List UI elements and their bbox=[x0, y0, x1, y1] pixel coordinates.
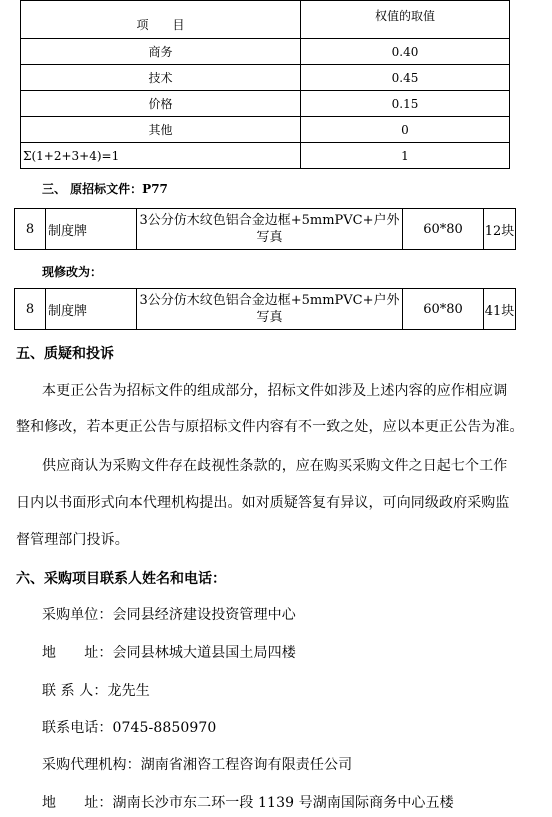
table-row bbox=[21, 65, 510, 91]
para2-line3: 督管理部门投诉。 bbox=[16, 532, 129, 548]
contact-agency-address: 地 址：湖南长沙市东二环一段 1139 号湖南国际商务中心五楼 bbox=[42, 795, 454, 811]
para2-line2: 日内以书面形式向本代理机构提出。如对质疑答复有异议，可向同级政府采购监 bbox=[16, 495, 510, 511]
contact-address: 地 址：会同县林城大道县国土局四楼 bbox=[42, 645, 296, 661]
contact-unit: 采购单位：会同县经济建设投资管理中心 bbox=[42, 607, 296, 623]
row-value: 0 bbox=[301, 117, 510, 143]
contact-phone: 联系电话：0745-8850970 bbox=[42, 720, 217, 736]
original-item-table bbox=[14, 208, 516, 250]
table-row bbox=[21, 91, 510, 117]
item-spec bbox=[137, 209, 403, 250]
para2-line1: 供应商认为采购文件存在歧视性条款的，应在购买采购文件之日起七个工作 bbox=[42, 458, 508, 474]
item-qty: 41块 bbox=[484, 289, 516, 330]
spec-line2: 写真 bbox=[256, 230, 283, 245]
weights-header-row bbox=[21, 1, 510, 39]
table-row bbox=[21, 39, 510, 65]
contact-agency: 采购代理机构：湖南省湘咨工程咨询有限责任公司 bbox=[42, 757, 353, 773]
item-name: 制度牌 bbox=[46, 289, 137, 330]
item-size: 60*80 bbox=[403, 289, 484, 330]
table-row bbox=[15, 289, 516, 330]
spec-line1: 3公分仿木纹色铝合金边框+5mmPVC+户外 bbox=[139, 293, 400, 308]
header-item: 项 目 bbox=[21, 1, 301, 39]
item-qty: 12块 bbox=[484, 209, 516, 250]
row-name: 技术 bbox=[21, 65, 301, 91]
weights-table bbox=[20, 0, 510, 169]
para1-line1: 本更正公告为招标文件的组成部分，招标文件如涉及上述内容的应作相应调 bbox=[42, 383, 508, 399]
row-name: 商务 bbox=[21, 39, 301, 65]
revised-label: 现修改为： bbox=[42, 265, 103, 279]
para1-line2: 整和修改，若本更正公告与原招标文件内容有不一致之处，应以本更正公告为准。 bbox=[16, 419, 524, 435]
row-value: 0.15 bbox=[301, 91, 510, 117]
table-row bbox=[21, 117, 510, 143]
header-value: 权值的取值 bbox=[301, 1, 510, 39]
row-name: 其他 bbox=[21, 117, 301, 143]
section6-title: 六、采购项目联系人姓名和电话： bbox=[16, 571, 226, 587]
item-seq: 8 bbox=[15, 209, 46, 250]
contact-person: 联 系 人：龙先生 bbox=[42, 683, 150, 699]
item-name: 制度牌 bbox=[46, 209, 137, 250]
row-name: 价格 bbox=[21, 91, 301, 117]
item-seq: 8 bbox=[15, 289, 46, 330]
row-value: 1 bbox=[301, 143, 510, 169]
spec-line2: 写真 bbox=[256, 310, 283, 325]
table-row bbox=[15, 209, 516, 250]
item-spec bbox=[137, 289, 403, 330]
table-row bbox=[21, 143, 510, 169]
row-value: 0.40 bbox=[301, 39, 510, 65]
section5-title: 五、质疑和投诉 bbox=[16, 346, 114, 362]
row-value: 0.45 bbox=[301, 65, 510, 91]
row-name: Σ(1+2+3+4)=1 bbox=[21, 143, 301, 169]
item-size: 60*80 bbox=[403, 209, 484, 250]
revised-item-table bbox=[14, 288, 516, 330]
section3-title: 三、 原招标文件：P77 bbox=[42, 182, 168, 196]
spec-line1: 3公分仿木纹色铝合金边框+5mmPVC+户外 bbox=[139, 213, 400, 228]
